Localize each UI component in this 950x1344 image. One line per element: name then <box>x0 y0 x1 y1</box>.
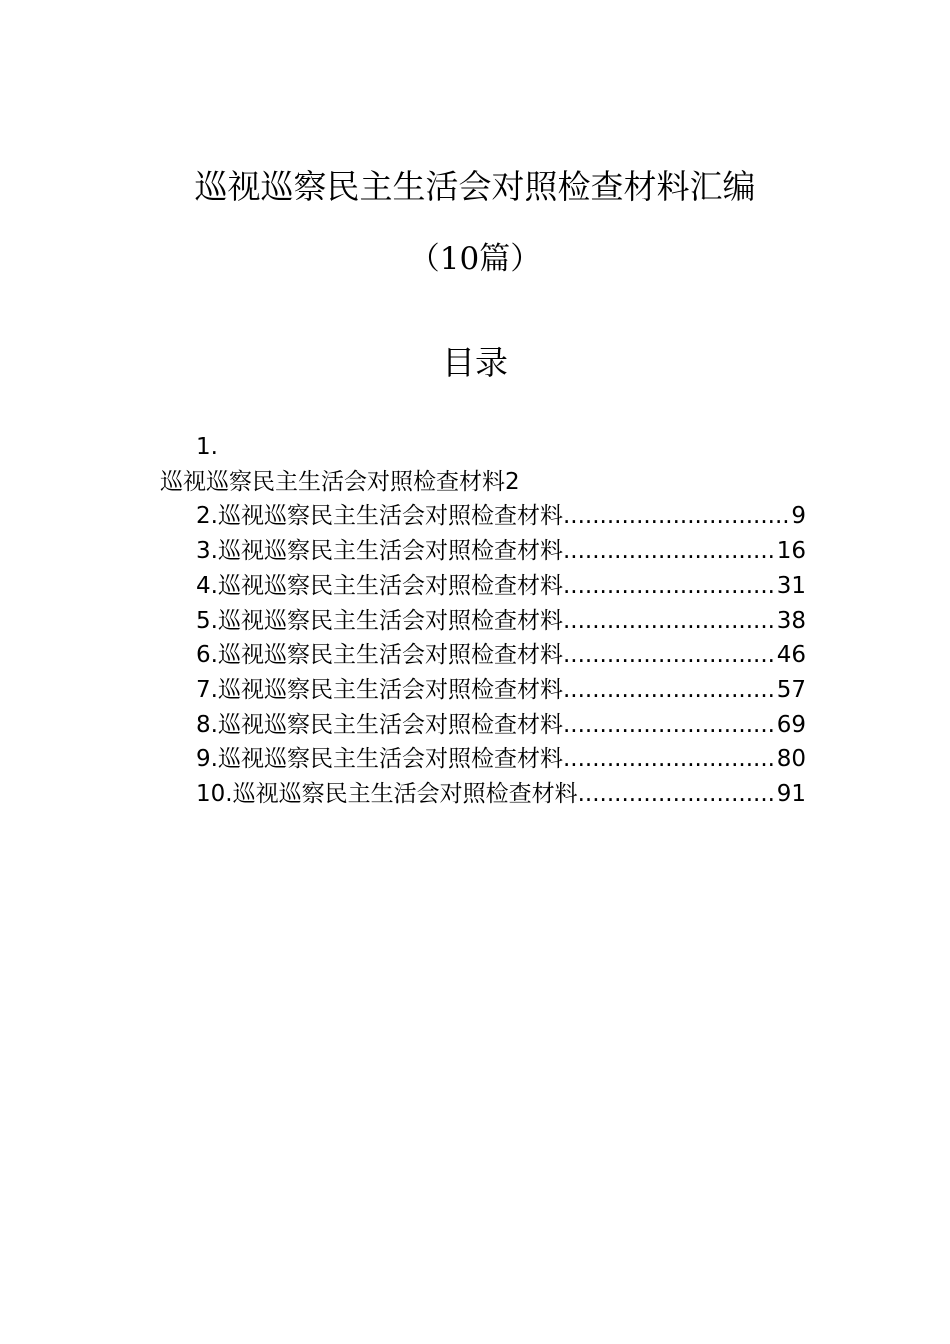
toc-entry[interactable] <box>160 742 806 777</box>
toc-entry-label: 10.巡视巡察民主生活会对照检查材料 <box>196 781 578 808</box>
table-of-contents <box>160 430 806 812</box>
toc-entry[interactable] <box>160 604 806 639</box>
toc-page-number: 9 <box>791 503 806 530</box>
toc-leader-dots <box>563 673 777 708</box>
toc-leader-dots <box>563 604 777 639</box>
toc-page-number: 16 <box>776 538 806 565</box>
toc-page-number: 91 <box>776 781 806 808</box>
toc-entry-label: 9.巡视巡察民主生活会对照检查材料 <box>196 746 563 773</box>
toc-entry-label: 8.巡视巡察民主生活会对照检查材料 <box>196 711 563 738</box>
toc-entry[interactable] <box>160 708 806 743</box>
toc-page-number: 46 <box>776 642 806 669</box>
toc-entry[interactable] <box>160 569 806 604</box>
toc-leader-dots <box>563 742 777 777</box>
toc-page-number: 38 <box>776 607 806 634</box>
toc-leader-dots <box>578 777 777 812</box>
toc-page-number: 69 <box>776 711 806 738</box>
toc-entry-label: 3.巡视巡察民主生活会对照检查材料 <box>196 538 563 565</box>
toc-entry-label: 5.巡视巡察民主生活会对照检查材料 <box>196 607 563 634</box>
toc-entry[interactable] <box>160 638 806 673</box>
document-subtitle: （10篇） <box>408 241 542 277</box>
toc-entry-label: 6.巡视巡察民主生活会对照检查材料 <box>196 642 563 669</box>
document-title: 巡视巡察民主生活会对照检查材料汇编 <box>194 167 756 206</box>
toc-page-number: 80 <box>776 746 806 773</box>
toc-entry[interactable] <box>160 499 806 534</box>
toc-leader-dots <box>563 708 777 743</box>
toc-entry-1-text[interactable]: 巡视巡察民主生活会对照检查材料2 <box>160 468 520 495</box>
toc-leader-dots <box>563 499 791 534</box>
toc-leader-dots <box>563 534 777 569</box>
toc-page-number: 57 <box>776 676 806 703</box>
toc-entry[interactable] <box>160 534 806 569</box>
toc-entry[interactable] <box>160 673 806 708</box>
toc-entry-label: 4.巡视巡察民主生活会对照检查材料 <box>196 572 563 599</box>
toc-entry-1-number[interactable]: 1. <box>196 434 218 460</box>
toc-entry-label: 2.巡视巡察民主生活会对照检查材料 <box>196 503 563 530</box>
toc-page-number: 31 <box>776 572 806 599</box>
toc-leader-dots <box>563 569 777 604</box>
toc-leader-dots <box>563 638 777 673</box>
toc-entry-label: 7.巡视巡察民主生活会对照检查材料 <box>196 676 563 703</box>
toc-entry[interactable] <box>160 777 806 812</box>
toc-heading: 目录 <box>442 343 508 382</box>
